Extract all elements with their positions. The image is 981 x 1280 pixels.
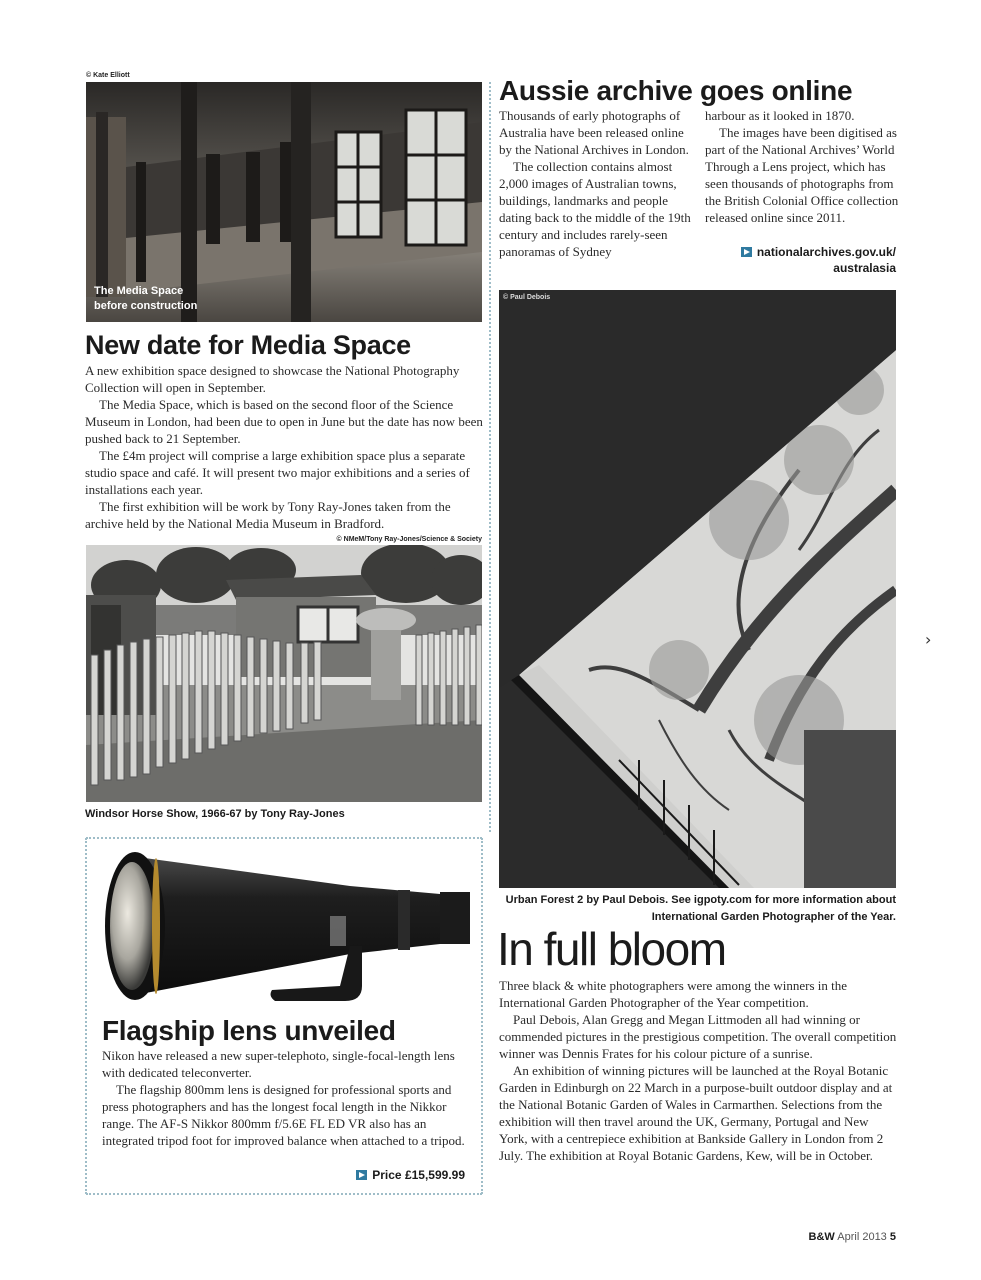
photo-credit: © Kate Elliott bbox=[86, 72, 130, 79]
link-line bbox=[705, 244, 896, 260]
link-line: australasia bbox=[833, 261, 896, 275]
link-text: nationalarchives.gov.uk/ bbox=[756, 245, 896, 259]
bloom-paragraph: Three black & white photographers were among the winners in the International Garden Photographer of the Year competition. bbox=[499, 978, 847, 1010]
play-arrow-icon bbox=[741, 247, 752, 257]
national-archives-link[interactable] bbox=[705, 244, 896, 276]
urban-forest-photo bbox=[499, 290, 896, 888]
play-arrow-icon bbox=[356, 1170, 367, 1180]
aussie-column-1 bbox=[499, 107, 693, 260]
caption-line: International Garden Photographer of the Year. bbox=[651, 911, 896, 923]
lens-box-right-border bbox=[481, 838, 483, 1194]
windsor-photo-caption: Windsor Horse Show, 1966-67 by Tony Ray-Jones bbox=[85, 808, 345, 820]
media-space-paragraph: A new exhibition space designed to showcase the National Photography Collection will open in September. bbox=[85, 363, 460, 395]
caption-line: before construction bbox=[94, 300, 198, 312]
lens-paragraph: The flagship 800mm lens is designed for professional sports and press photographers and has the longest focal length in the Nikkor range. The AF-S Nikkor 800mm f/5.6E FL ED VR also has an integrated tripod foot for improved balance when attached to a tripod. bbox=[102, 1082, 465, 1148]
bloom-paragraph: Paul Debois, Alan Gregg and Megan Littmoden all had winning or commended pictures in the prestigious competition. The overall competition winner was Dennis Frates for his colour picture of a sunrise. bbox=[499, 1012, 897, 1061]
lens-box-top-border bbox=[86, 837, 482, 839]
lens-headline: Flagship lens unveiled bbox=[102, 1015, 396, 1046]
price-text: Price £15,599.99 bbox=[372, 1168, 465, 1182]
folio-issue: April 2013 bbox=[837, 1231, 887, 1243]
urban-forest-caption bbox=[499, 892, 896, 926]
bloom-paragraph: An exhibition of winning pictures will be launched at the Royal Botanic Garden in Edinburgh on 22 March in a purpose-built outdoor display and at the National Botanic Garden of Wales in Carmarthen. Selections from the exhibition will then travel around the UK, Germany, Portugal and New York, with a centrepiece exhibition at Bankside Gallery in London from 2 July. The exhibition at Royal Botanic Gardens, Kew, will be in October. bbox=[499, 1063, 893, 1163]
media-space-paragraph: The first exhibition will be work by Tony Ray-Jones taken from the archive held by the National Media Museum in Bradford. bbox=[85, 499, 451, 531]
aussie-headline: Aussie archive goes online bbox=[499, 75, 853, 106]
bloom-body bbox=[499, 977, 899, 1164]
windsor-photo bbox=[86, 545, 482, 802]
aussie-column-2 bbox=[705, 107, 899, 226]
aussie-paragraph: The images have been digitised as part of the National Archives’ World Through a Lens project, which has seen thousands of photographs from the British Colonial Office collection released online since 2011. bbox=[705, 125, 899, 225]
folio-brand: B&W bbox=[808, 1231, 835, 1243]
media-space-photo-caption bbox=[94, 284, 197, 314]
photo-credit: © NMeM/Tony Ray-Jones/Science & Society bbox=[336, 536, 482, 543]
caption-line: The Media Space bbox=[94, 285, 184, 297]
column-divider-top bbox=[489, 82, 491, 832]
folio-page-number: 5 bbox=[889, 1231, 896, 1243]
lens-body bbox=[102, 1047, 465, 1149]
media-space-paragraph: The £4m project will comprise a large exhibition space plus a separate studio space and café. It will present two major exhibitions and a series of installations each year. bbox=[85, 448, 470, 497]
aussie-paragraph: The collection contains almost 2,000 images of Australian towns, buildings, landmarks and people dating back to the middle of the 19th century and includes rarely-seen panoramas of Sydney bbox=[499, 159, 691, 259]
photo-credit: © Paul Debois bbox=[503, 294, 551, 301]
page-folio bbox=[780, 1231, 896, 1243]
lens-price bbox=[262, 1167, 465, 1183]
bloom-headline: In full bloom bbox=[497, 923, 726, 975]
lens-box-left-border bbox=[85, 838, 87, 1194]
aussie-paragraph: harbour as it looked in 1870. bbox=[705, 108, 855, 123]
caption-line: Urban Forest 2 by Paul Debois. See igpoty.com for more information about bbox=[505, 894, 896, 906]
aussie-paragraph: Thousands of early photographs of Australia have been released online by the National Archives in London. bbox=[499, 108, 689, 157]
lens-paragraph: Nikon have released a new super-telephoto, single-focal-length lens with dedicated teleconverter. bbox=[102, 1048, 455, 1080]
media-space-paragraph: The Media Space, which is based on the second floor of the Science Museum in London, had been due to open in June but the date has now been pushed back to 21 September. bbox=[85, 397, 483, 446]
next-page-arrow[interactable]: › bbox=[925, 630, 932, 649]
media-space-headline: New date for Media Space bbox=[85, 330, 411, 360]
lens-box-bottom-border bbox=[86, 1193, 482, 1195]
media-space-body bbox=[85, 362, 483, 532]
nikon-lens-photo bbox=[100, 846, 475, 1016]
